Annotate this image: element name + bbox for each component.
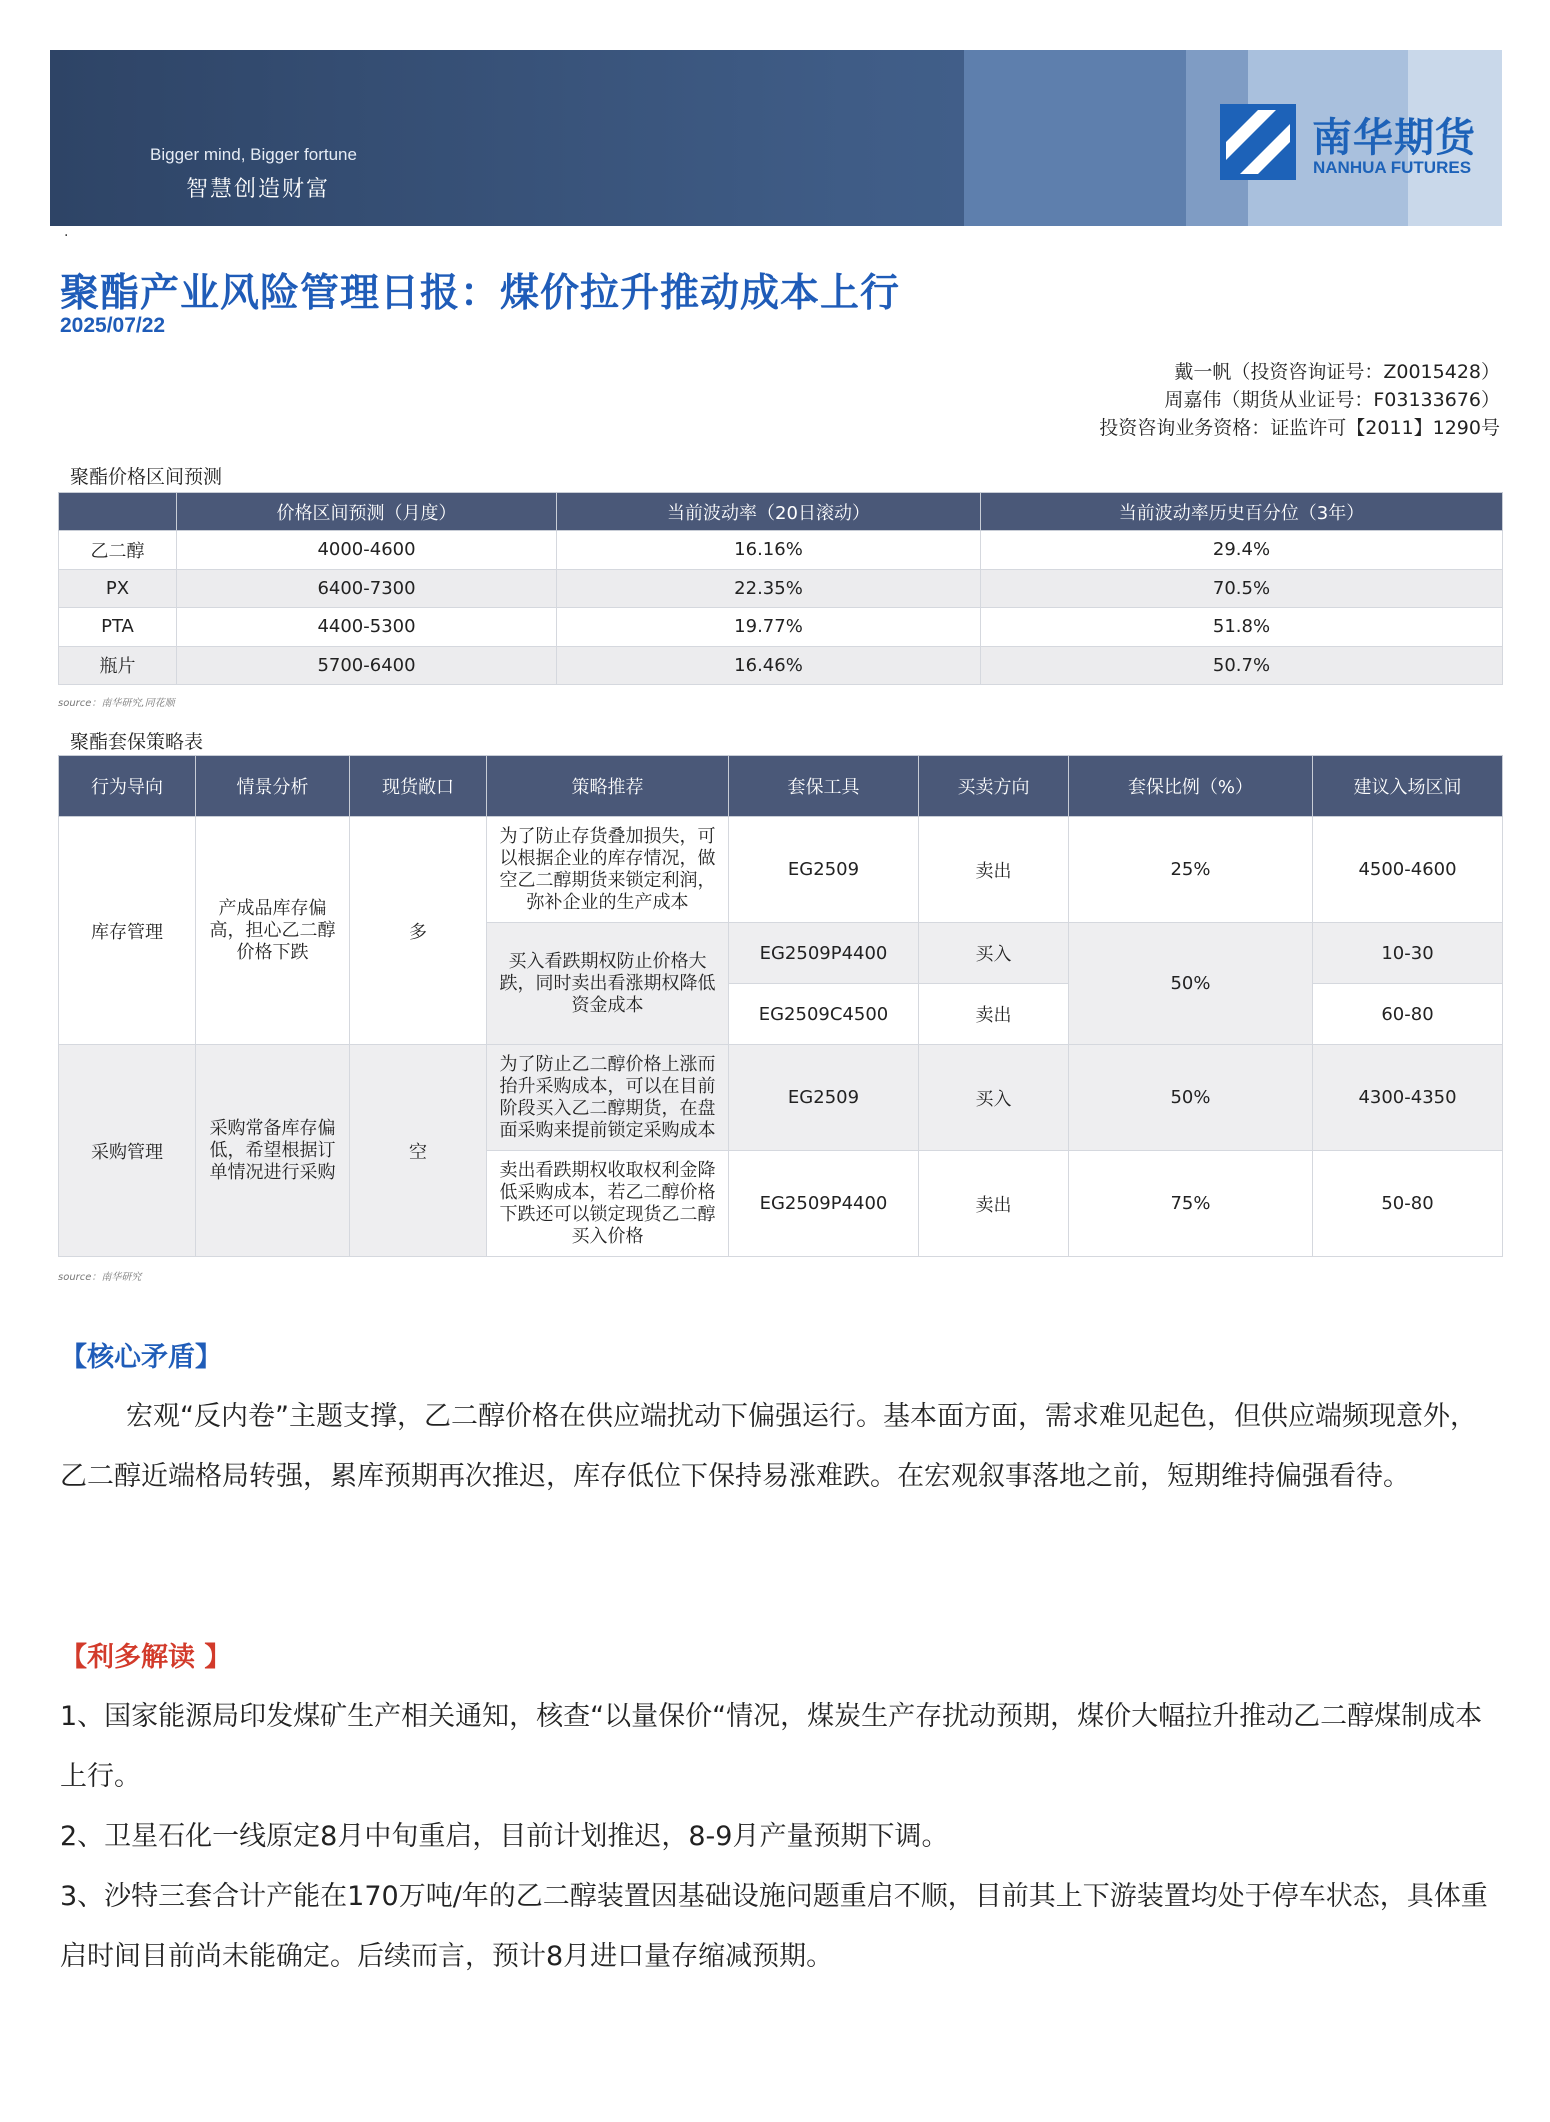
report-title: 聚酯产业风险管理日报：煤价拉升推动成本上行 <box>60 271 901 316</box>
strategy-cell: 为了防止存货叠加损失，可以根据企业的库存情况，做空乙二醇期货来锁定利润，弥补企业的生产成本 <box>487 817 729 923</box>
column-header: 现货敞口 <box>350 756 487 817</box>
header-banner <box>50 50 1502 226</box>
column-header: 建议入场区间 <box>1313 756 1503 817</box>
bullish-item: 1、国家能源局印发煤矿生产相关通知，核查“以量保价“情况，煤炭生产存扰动预期，煤价大幅拉升推动乙二醇煤制成本上行。 <box>60 1701 1483 1792</box>
table-row <box>59 1045 1503 1151</box>
volatility-cell: 19.77% <box>557 608 981 647</box>
ratio-cell: 75% <box>1069 1151 1313 1257</box>
nanhua-logo-icon <box>1218 102 1298 182</box>
range-cell: 4300-4350 <box>1313 1045 1503 1151</box>
slogan-chinese: 智慧创造财富 <box>186 177 331 202</box>
column-header: 套保工具 <box>729 756 919 817</box>
slogan-english: Bigger mind, Bigger fortune <box>150 145 357 164</box>
qualification-line: 投资咨询业务资格：证监许可【2011】1290号 <box>1099 417 1500 439</box>
brand-name-english: NANHUA FUTURES <box>1313 158 1472 177</box>
banner-stripe <box>964 50 1186 226</box>
price-table-label: 聚酯价格区间预测 <box>70 466 223 488</box>
orientation-cell: 采购管理 <box>59 1045 196 1257</box>
volatility-cell: 16.46% <box>557 646 981 685</box>
tool-cell: EG2509C4500 <box>729 984 919 1045</box>
tool-cell: EG2509 <box>729 1045 919 1151</box>
percentile-cell: 29.4% <box>981 531 1503 570</box>
table-header-row <box>59 756 1503 817</box>
range-cell: 50-80 <box>1313 1151 1503 1257</box>
ratio-cell: 25% <box>1069 817 1313 923</box>
price-range-table <box>58 492 1503 685</box>
exposure-cell: 空 <box>350 1045 487 1257</box>
range-cell: 4500-4600 <box>1313 817 1503 923</box>
bullish-heading: 【利多解读 】 <box>60 1642 232 1673</box>
direction-cell: 卖出 <box>919 817 1069 923</box>
price-range-cell: 6400-7300 <box>177 569 557 608</box>
table-row <box>59 817 1503 923</box>
percentile-cell: 50.7% <box>981 646 1503 685</box>
separator-dot: · <box>64 228 69 244</box>
bullish-item: 2、卫星石化一线原定8月中旬重启，目前计划推迟，8-9月产量预期下调。 <box>60 1821 949 1852</box>
ratio-cell: 50% <box>1069 1045 1313 1151</box>
column-header: 套保比例（%） <box>1069 756 1313 817</box>
core-heading: 【核心矛盾】 <box>60 1342 222 1373</box>
product-cell: 乙二醇 <box>59 531 177 570</box>
column-header: 策略推荐 <box>487 756 729 817</box>
direction-cell: 卖出 <box>919 984 1069 1045</box>
strategy-cell: 买入看跌期权防止价格大跌，同时卖出看涨期权降低资金成本 <box>487 923 729 1045</box>
column-header: 当前波动率历史百分位（3年） <box>981 493 1503 531</box>
direction-cell: 买入 <box>919 1045 1069 1151</box>
range-cell: 10-30 <box>1313 923 1503 984</box>
ratio-cell: 50% <box>1069 923 1313 1045</box>
price-range-cell: 4400-5300 <box>177 608 557 647</box>
column-header: 当前波动率（20日滚动） <box>557 493 981 531</box>
hedge-table-source: source：南华研究 <box>58 1272 142 1283</box>
product-cell: 瓶片 <box>59 646 177 685</box>
report-date: 2025/07/22 <box>60 314 166 337</box>
author-line: 周嘉伟（期货从业证号：F03133676） <box>1164 389 1500 411</box>
table-row <box>59 569 1503 608</box>
price-range-cell: 5700-6400 <box>177 646 557 685</box>
hedge-table-label: 聚酯套保策略表 <box>70 731 204 753</box>
table-row <box>59 531 1503 570</box>
author-block <box>1099 358 1500 442</box>
range-cell: 60-80 <box>1313 984 1503 1045</box>
product-cell: PX <box>59 569 177 608</box>
scenario-cell: 采购常备库存偏低，希望根据订单情况进行采购 <box>196 1045 350 1257</box>
orientation-cell: 库存管理 <box>59 817 196 1045</box>
price-table-source: source：南华研究,同花顺 <box>58 698 175 709</box>
table-row <box>59 646 1503 685</box>
column-header: 买卖方向 <box>919 756 1069 817</box>
author-line: 戴一帆（投资咨询证号：Z0015428） <box>1174 361 1500 383</box>
percentile-cell: 51.8% <box>981 608 1503 647</box>
product-cell: PTA <box>59 608 177 647</box>
brand-name-chinese: 南华期货 <box>1312 115 1476 161</box>
column-header: 价格区间预测（月度） <box>177 493 557 531</box>
strategy-cell: 为了防止乙二醇价格上涨而抬升采购成本，可以在目前阶段买入乙二醇期货，在盘面采购来提前锁定采购成本 <box>487 1045 729 1151</box>
column-header: 情景分析 <box>196 756 350 817</box>
table-row <box>59 608 1503 647</box>
strategy-cell: 卖出看跌期权收取权利金降低采购成本，若乙二醇价格下跌还可以锁定现货乙二醇买入价格 <box>487 1151 729 1257</box>
core-paragraph: 宏观“反内卷”主题支撑，乙二醇价格在供应端扰动下偏强运行。基本面方面，需求难见起色，但供应端频现意外，乙二醇近端格局转强，累库预期再次推迟，库存低位下保持易涨难跌。在宏观叙事落地之前，短期维持偏强看待。 <box>60 1401 1477 1492</box>
column-header <box>59 493 177 531</box>
exposure-cell: 多 <box>350 817 487 1045</box>
volatility-cell: 22.35% <box>557 569 981 608</box>
bullish-item: 3、沙特三套合计产能在170万吨/年的乙二醇装置因基础设施问题重启不顺，目前其上下游装置均处于停车状态，具体重启时间目前尚未能确定。后续而言，预计8月进口量存缩减预期。 <box>60 1881 1488 1972</box>
tool-cell: EG2509P4400 <box>729 923 919 984</box>
percentile-cell: 70.5% <box>981 569 1503 608</box>
table-header-row <box>59 493 1503 531</box>
price-range-cell: 4000-4600 <box>177 531 557 570</box>
hedge-strategy-table <box>58 755 1503 1257</box>
direction-cell: 买入 <box>919 923 1069 984</box>
volatility-cell: 16.16% <box>557 531 981 570</box>
tool-cell: EG2509P4400 <box>729 1151 919 1257</box>
direction-cell: 卖出 <box>919 1151 1069 1257</box>
tool-cell: EG2509 <box>729 817 919 923</box>
column-header: 行为导向 <box>59 756 196 817</box>
scenario-cell: 产成品库存偏高，担心乙二醇价格下跌 <box>196 817 350 1045</box>
